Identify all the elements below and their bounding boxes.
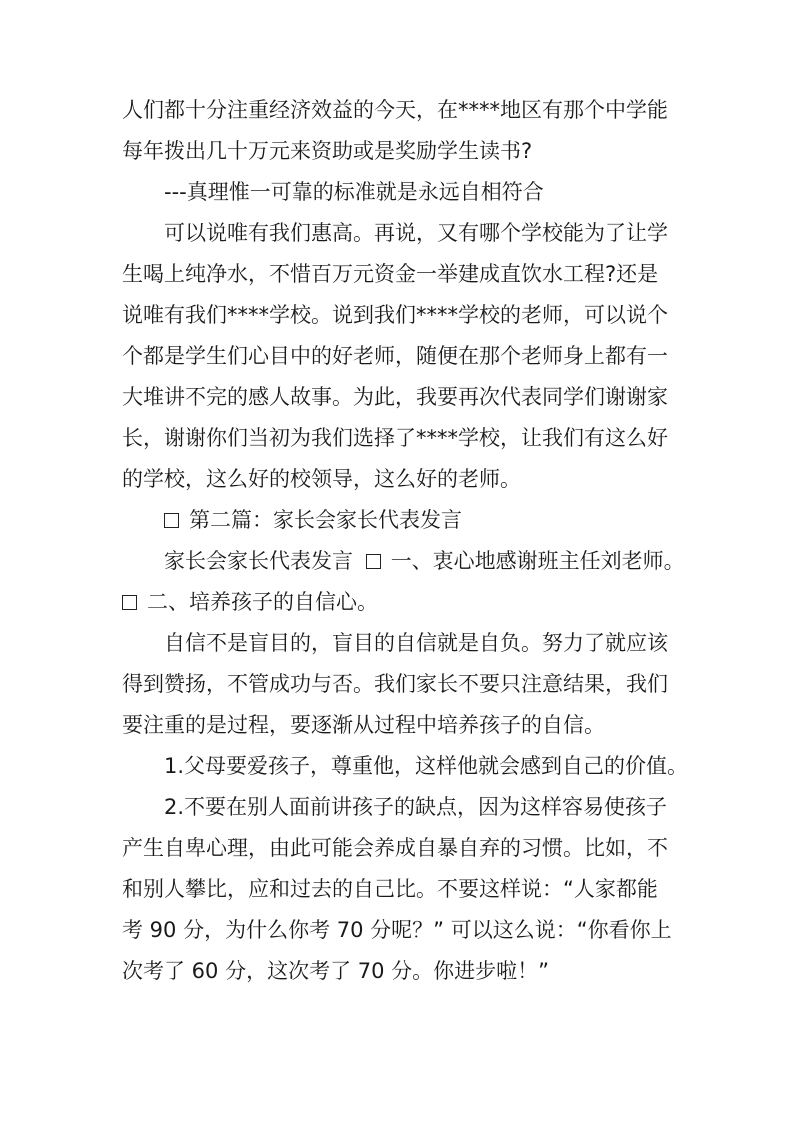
paragraph-line: 人们都十分注重经济效益的今天，在****地区有那个中学能 [122, 98, 668, 122]
paragraph-line: 考 90 分，为什么你考 70 分呢？” 可以这么说：“你看你上 [122, 918, 672, 942]
paragraph-line: 要注重的是过程，要逐渐从过程中培养孩子的自信。 [122, 713, 605, 737]
point-two-text: 二、培养孩子的自信心。 [147, 590, 378, 614]
numbered-item: 1.父母要爱孩子，尊重他，这样他就会感到自己的价值。 [164, 754, 689, 778]
quote-line: ---真理惟一可靠的标准就是永远自相符合 [164, 180, 544, 204]
checkbox-square-icon [164, 513, 179, 528]
paragraph-line: 每年拨出几十万元来资助或是奖励学生读书? [122, 139, 533, 163]
checkbox-square-icon [122, 595, 137, 610]
document-page [122, 90, 689, 992]
section-heading-text: 第二篇：家长会家长代表发言 [189, 508, 462, 532]
paragraph-line: 得到赞扬，不管成功与否。我们家长不要只注意结果，我们 [122, 672, 668, 696]
paragraph-line: 长，谢谢你们当初为我们选择了****学校，让我们有这么好 [122, 426, 668, 450]
paragraph-line: 说唯有我们****学校。说到我们****学校的老师，可以说个 [122, 303, 668, 327]
subheading-line [122, 541, 685, 582]
section-heading [122, 500, 682, 541]
numbered-item: 2.不要在别人面前讲孩子的缺点，因为这样容易使孩子 [164, 795, 668, 819]
paragraph-line: 和别人攀比，应和过去的自己比。不要这样说：“人家都能 [122, 877, 658, 901]
paragraph-line: 个都是学生们心目中的好老师，随便在那个老师身上都有一 [122, 344, 668, 368]
paragraph-line: 次考了 60 分，这次考了 70 分。你进步啦！” [122, 959, 550, 983]
paragraph-line: 生喝上纯净水，不惜百万元资金一举建成直饮水工程?还是 [122, 262, 659, 286]
point-line [122, 582, 682, 623]
point-one-text: 一、衷心地感谢班主任刘老师。 [390, 549, 685, 573]
paragraph-line: 自信不是盲目的，盲目的自信就是自负。努力了就应该 [164, 631, 668, 655]
subheading-text: 家长会家长代表发言 [164, 549, 353, 573]
paragraph-line: 大堆讲不完的感人故事。为此，我要再次代表同学们谢谢家 [122, 385, 668, 409]
paragraph-line: 产生自卑心理，由此可能会养成自暴自弃的习惯。比如，不 [122, 836, 668, 860]
checkbox-square-icon [366, 554, 381, 569]
paragraph-line: 可以说唯有我们惠高。再说，又有哪个学校能为了让学 [164, 221, 668, 245]
paragraph-line: 的学校，这么好的校领导，这么好的老师。 [122, 467, 521, 491]
